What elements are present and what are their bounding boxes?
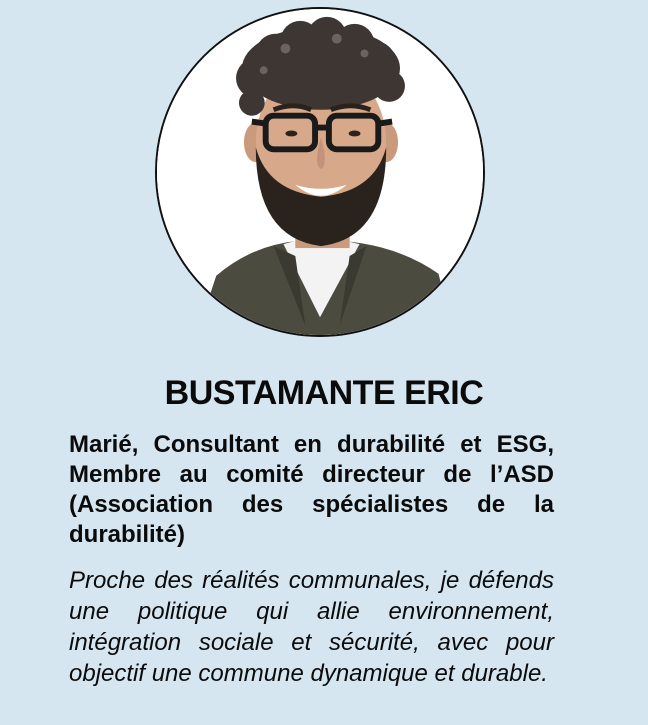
candidate-name: BUSTAMANTE ERIC: [164, 374, 484, 412]
candidate-statement: Proche des réalités communales, je défends une politique qui allie environnement, intégration sociale et sécurité, avec pour objectif une commune dynamique et durable.: [69, 567, 554, 687]
candidate-role: Marié, Consultant en durabilité et ESG, Membre au comité directeur de l’ASD (Association des spécialistes de la durabilité): [69, 431, 554, 548]
portrait-illustration: [157, 9, 483, 335]
candidate-portrait: [155, 7, 485, 337]
